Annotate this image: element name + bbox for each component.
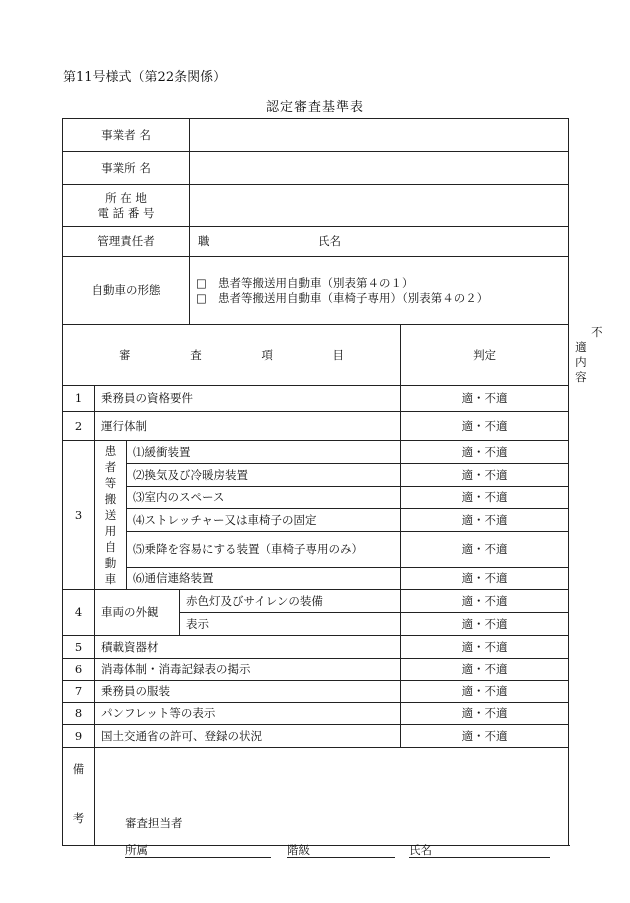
vehicle-group-label: 患 者 等 搬 送 用 自 動 車 bbox=[95, 441, 127, 590]
address-label: 所 在 地 bbox=[105, 190, 147, 205]
table-row bbox=[63, 412, 569, 441]
item-label: 国土交通省の許可、登録の状況 bbox=[95, 725, 401, 748]
judgement-cell[interactable]: 適・不適 bbox=[401, 681, 569, 703]
sub-item-label: ⑶室内のスペース bbox=[127, 487, 401, 509]
item-label: パンフレット等の表示 bbox=[95, 703, 401, 725]
phone-label: 電 話 番 号 bbox=[97, 205, 155, 220]
operator-name-label: 事業者 名 bbox=[63, 119, 190, 152]
affiliation-field[interactable] bbox=[125, 843, 271, 858]
vehicle-type-options bbox=[190, 257, 569, 325]
position-label: 職 bbox=[198, 234, 210, 248]
items-header: 審 査 項 目 bbox=[63, 325, 401, 386]
table-row bbox=[63, 681, 569, 703]
inspector-name-label: 氏名 bbox=[409, 843, 432, 857]
table-row bbox=[63, 568, 569, 590]
rank-field[interactable] bbox=[287, 843, 395, 858]
judgement-cell[interactable]: 適・不適 bbox=[401, 568, 569, 590]
table-row bbox=[63, 725, 569, 748]
table-row bbox=[63, 509, 569, 532]
row-number: 8 bbox=[63, 703, 95, 725]
row-number: 9 bbox=[63, 725, 95, 748]
vehicle-option-label: 患者等搬送用自動車（別表第４の１） bbox=[218, 275, 414, 290]
manager-field[interactable] bbox=[190, 227, 569, 257]
judgement-cell[interactable]: 適・不適 bbox=[401, 487, 569, 509]
affiliation-label: 所属 bbox=[125, 843, 148, 857]
judgement-cell[interactable]: 適・不適 bbox=[401, 703, 569, 725]
row-number: 4 bbox=[63, 590, 95, 636]
manager-label: 管理責任者 bbox=[63, 227, 190, 257]
operator-name-field[interactable] bbox=[190, 119, 569, 152]
judgement-cell[interactable]: 適・不適 bbox=[401, 412, 569, 441]
row-number: 6 bbox=[63, 659, 95, 681]
table-row bbox=[63, 487, 569, 509]
table-row bbox=[63, 441, 569, 464]
judgement-cell[interactable]: 適・不適 bbox=[401, 613, 569, 636]
address-phone-label bbox=[63, 185, 190, 227]
form-number: 第11号様式（第22条関係） bbox=[63, 70, 227, 85]
item-label: 乗務員の資格要件 bbox=[95, 386, 401, 412]
vehicle-option-label: 患者等搬送用自動車（車椅子専用）（別表第４の２） bbox=[218, 290, 489, 305]
row-number: 2 bbox=[63, 412, 95, 441]
rank-label: 階級 bbox=[287, 843, 310, 857]
vehicle-option-wheelchair[interactable] bbox=[196, 291, 562, 306]
remarks-label: 備 考 bbox=[63, 748, 95, 846]
vehicle-type-label: 自動車の形態 bbox=[63, 257, 190, 325]
table-row bbox=[63, 386, 569, 412]
address-phone-field[interactable] bbox=[190, 185, 569, 227]
row-number: 7 bbox=[63, 681, 95, 703]
item-label: 乗務員の服装 bbox=[95, 681, 401, 703]
office-name-label: 事業所 名 bbox=[63, 152, 190, 185]
sub-item-label: ⑷ストレッチャー又は車椅子の固定 bbox=[127, 509, 401, 532]
vehicle-option-standard[interactable] bbox=[196, 276, 562, 291]
table-row bbox=[63, 464, 569, 487]
checkbox-icon[interactable]: □ bbox=[196, 275, 207, 290]
sub-item-label: ⑸乗降を容易にする装置（車椅子専用のみ） bbox=[127, 532, 401, 568]
applicant-info-table bbox=[62, 118, 569, 325]
inspection-criteria-table: 審 査 項 目 判定 不 適 内 容 1 乗務員の資格要件 適・不適 2 運行体制 適・不適 3 患 者 等 搬 送 用 自 動 車 ⑴緩衝装置 適・不適 ⑵換気及び冷暖房装置 適・不適 ⑶室内のスペース 適・不適 ⑷ストレッチャー又は車椅子の固定 適・不適 ⑸乗降を容易にする装置（車椅子専用のみ） 適・不適 ⑹通信連絡装置 適・不適 4 車両の外観 赤色灯及びサイレンの装備 適・不適 表示 適・不適 5 積載資器材 適・不適 6 消毒体制・消毒記録表の掲示 適・不適 7 乗務員の服装 適・不適 8 パンフレット等の表示 適・不適 9 国土交通省の許可、登録の状況 適・不適 備 考 bbox=[62, 324, 569, 846]
sub-item-label: 赤色灯及びサイレンの装備 bbox=[180, 590, 401, 613]
row-number: 1 bbox=[63, 386, 95, 412]
table-row bbox=[63, 703, 569, 725]
judgement-cell[interactable]: 適・不適 bbox=[401, 509, 569, 532]
judgement-cell[interactable]: 適・不適 bbox=[401, 725, 569, 748]
judgement-cell[interactable]: 適・不適 bbox=[401, 532, 569, 568]
document-title: 認定審査基準表 bbox=[265, 100, 364, 115]
item-label: 積載資器材 bbox=[95, 636, 401, 659]
judgement-cell[interactable]: 適・不適 bbox=[401, 464, 569, 487]
table-row bbox=[63, 659, 569, 681]
manager-name-label: 氏名 bbox=[318, 234, 341, 248]
judgement-cell[interactable]: 適・不適 bbox=[401, 659, 569, 681]
inspector-name-field[interactable] bbox=[409, 843, 550, 858]
sub-item-label: ⑹通信連絡装置 bbox=[127, 568, 401, 590]
checkbox-icon[interactable]: □ bbox=[196, 290, 207, 305]
row-number: 3 bbox=[63, 441, 95, 590]
table-row bbox=[63, 636, 569, 659]
judgement-cell[interactable]: 適・不適 bbox=[401, 636, 569, 659]
judgement-cell[interactable]: 適・不適 bbox=[401, 590, 569, 613]
office-name-field[interactable] bbox=[190, 152, 569, 185]
table-row bbox=[63, 532, 569, 568]
sub-item-label: 表示 bbox=[180, 613, 401, 636]
sub-item-label: ⑵換気及び冷暖房装置 bbox=[127, 464, 401, 487]
table-row bbox=[63, 590, 569, 613]
sub-item-label: ⑴緩衝装置 bbox=[127, 441, 401, 464]
item-label: 消毒体制・消毒記録表の掲示 bbox=[95, 659, 401, 681]
inspector-label: 審査担当者 bbox=[125, 816, 183, 830]
row-number: 5 bbox=[63, 636, 95, 659]
judgement-cell[interactable]: 適・不適 bbox=[401, 386, 569, 412]
item-label: 運行体制 bbox=[95, 412, 401, 441]
judgement-header: 判定 bbox=[401, 325, 569, 386]
judgement-cell[interactable]: 適・不適 bbox=[401, 441, 569, 464]
item-label: 車両の外観 bbox=[95, 590, 180, 636]
